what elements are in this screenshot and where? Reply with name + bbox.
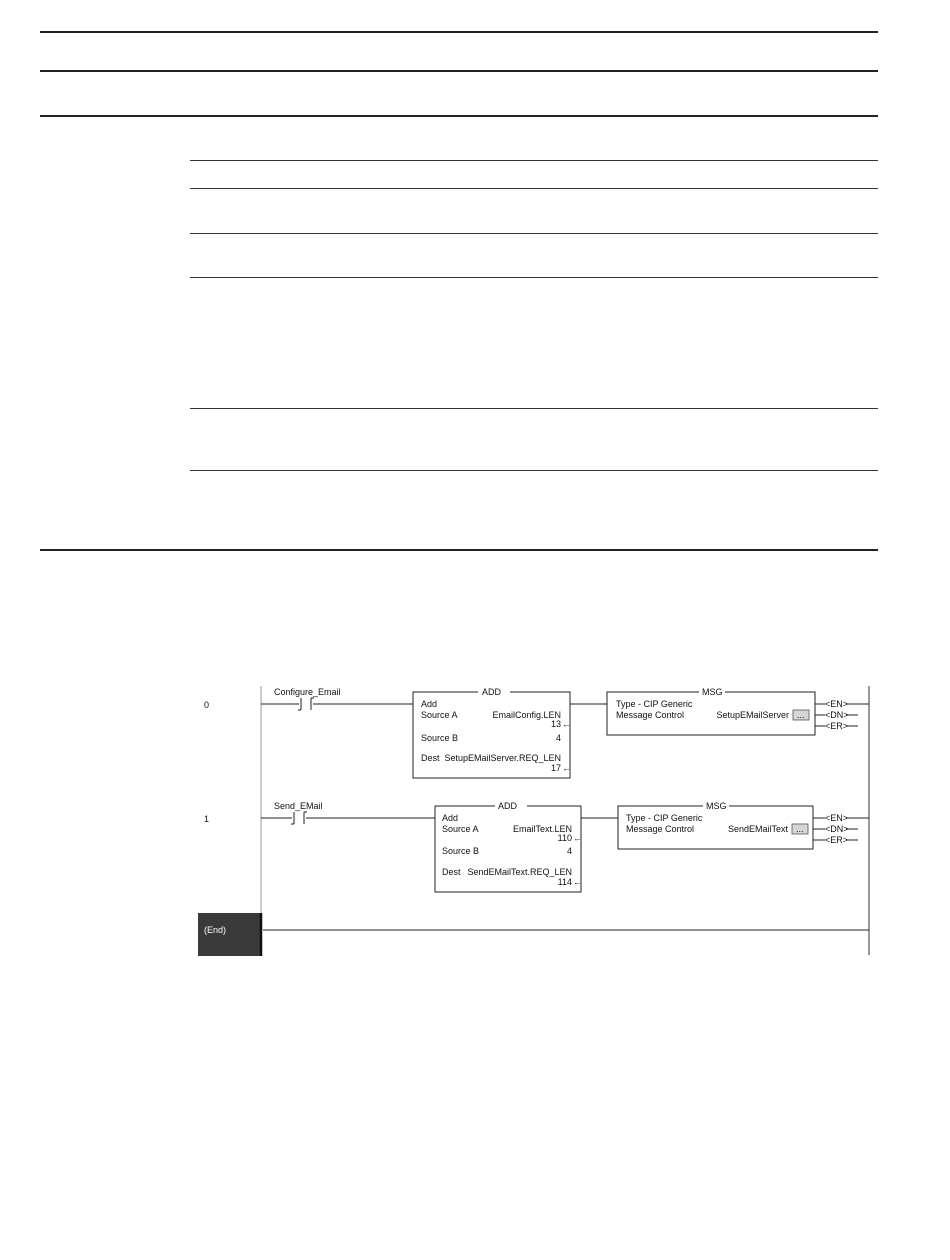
source-b-label: Source B bbox=[442, 846, 480, 856]
msg-instruction-block[interactable] bbox=[607, 686, 815, 735]
browse-button[interactable] bbox=[793, 710, 809, 720]
add-title: Add bbox=[421, 699, 438, 709]
dest-value: 17 bbox=[550, 763, 561, 773]
msg-header: MSG bbox=[706, 801, 727, 811]
output-en-label: <EN> bbox=[825, 699, 849, 709]
source-a-tag[interactable]: EmailConfig.LEN bbox=[492, 710, 561, 720]
header-rule bbox=[40, 70, 878, 72]
add-header: ADD bbox=[482, 687, 502, 697]
source-a-arrow-icon: ← bbox=[562, 719, 571, 729]
msg-output-en bbox=[815, 699, 869, 709]
source-a-label: Source A bbox=[421, 710, 458, 720]
output-er-label: <ER> bbox=[825, 835, 849, 845]
source-a-value: 110 bbox=[557, 833, 572, 843]
source-a-value: 13 bbox=[550, 719, 561, 729]
examine-on-contact-icon[interactable] bbox=[261, 812, 435, 824]
source-b-value: 4 bbox=[555, 733, 561, 743]
rung-number: 0 bbox=[204, 700, 210, 710]
msg-output-en bbox=[813, 813, 869, 823]
section-rule bbox=[40, 115, 878, 117]
table-row-rule-2 bbox=[190, 188, 878, 189]
msg-header: MSG bbox=[702, 687, 723, 697]
examine-on-contact-icon[interactable] bbox=[261, 698, 413, 710]
table-row-rule-1 bbox=[190, 160, 878, 161]
contact-tag[interactable]: Send_EMail bbox=[274, 801, 323, 811]
output-en-label: <EN> bbox=[825, 813, 849, 823]
msg-type: Type - CIP Generic bbox=[616, 699, 693, 709]
rung-0[interactable] bbox=[204, 686, 869, 778]
dest-tag[interactable]: SetupEMailServer.REQ_LEN bbox=[444, 753, 561, 763]
message-control-label: Message Control bbox=[626, 824, 695, 834]
message-control-label: Message Control bbox=[616, 710, 685, 720]
add-instruction-block[interactable] bbox=[413, 686, 571, 778]
dest-tag[interactable]: SendEMailText.REQ_LEN bbox=[467, 867, 572, 877]
msg-output-dn bbox=[813, 824, 858, 834]
ladder-diagram bbox=[198, 680, 878, 960]
top-rule bbox=[40, 31, 878, 33]
table-bottom-rule bbox=[40, 549, 878, 551]
contact-tag[interactable]: Configure_Email bbox=[274, 687, 341, 697]
dest-value: 114 bbox=[557, 877, 572, 887]
table-row-rule-5 bbox=[190, 408, 878, 409]
add-header: ADD bbox=[498, 801, 518, 811]
table-row-rule-3 bbox=[190, 233, 878, 234]
dest-label: Dest bbox=[442, 867, 461, 877]
msg-output-er bbox=[813, 835, 858, 845]
end-label: (End) bbox=[204, 925, 227, 935]
dest-label: Dest bbox=[421, 753, 440, 763]
source-b-value: 4 bbox=[566, 846, 572, 856]
end-rung[interactable] bbox=[198, 913, 869, 956]
rung-1[interactable] bbox=[204, 800, 869, 892]
message-control-tag[interactable]: SetupEMailServer bbox=[716, 710, 789, 720]
output-dn-label: <DN> bbox=[825, 710, 849, 720]
msg-output-dn bbox=[815, 710, 858, 720]
msg-instruction-block[interactable] bbox=[618, 800, 813, 849]
dest-arrow-icon: ← bbox=[573, 877, 582, 887]
message-control-tag[interactable]: SendEMailText bbox=[727, 824, 788, 834]
table-row-rule-4 bbox=[190, 277, 878, 278]
msg-output-er bbox=[815, 721, 858, 731]
browse-button-label: ... bbox=[797, 710, 805, 720]
dest-arrow-icon: ← bbox=[562, 763, 571, 773]
output-er-label: <ER> bbox=[825, 721, 849, 731]
add-instruction-block[interactable] bbox=[435, 800, 582, 892]
rung-number: 1 bbox=[204, 814, 210, 824]
output-dn-label: <DN> bbox=[825, 824, 849, 834]
source-a-tag[interactable]: EmailText.LEN bbox=[512, 824, 572, 834]
browse-button[interactable] bbox=[792, 824, 808, 834]
source-b-label: Source B bbox=[421, 733, 459, 743]
source-a-label: Source A bbox=[442, 824, 479, 834]
table-row-rule-6 bbox=[190, 470, 878, 471]
add-title: Add bbox=[442, 813, 459, 823]
source-a-arrow-icon: ← bbox=[573, 833, 582, 843]
browse-button-label: ... bbox=[796, 824, 804, 834]
msg-type: Type - CIP Generic bbox=[626, 813, 703, 823]
